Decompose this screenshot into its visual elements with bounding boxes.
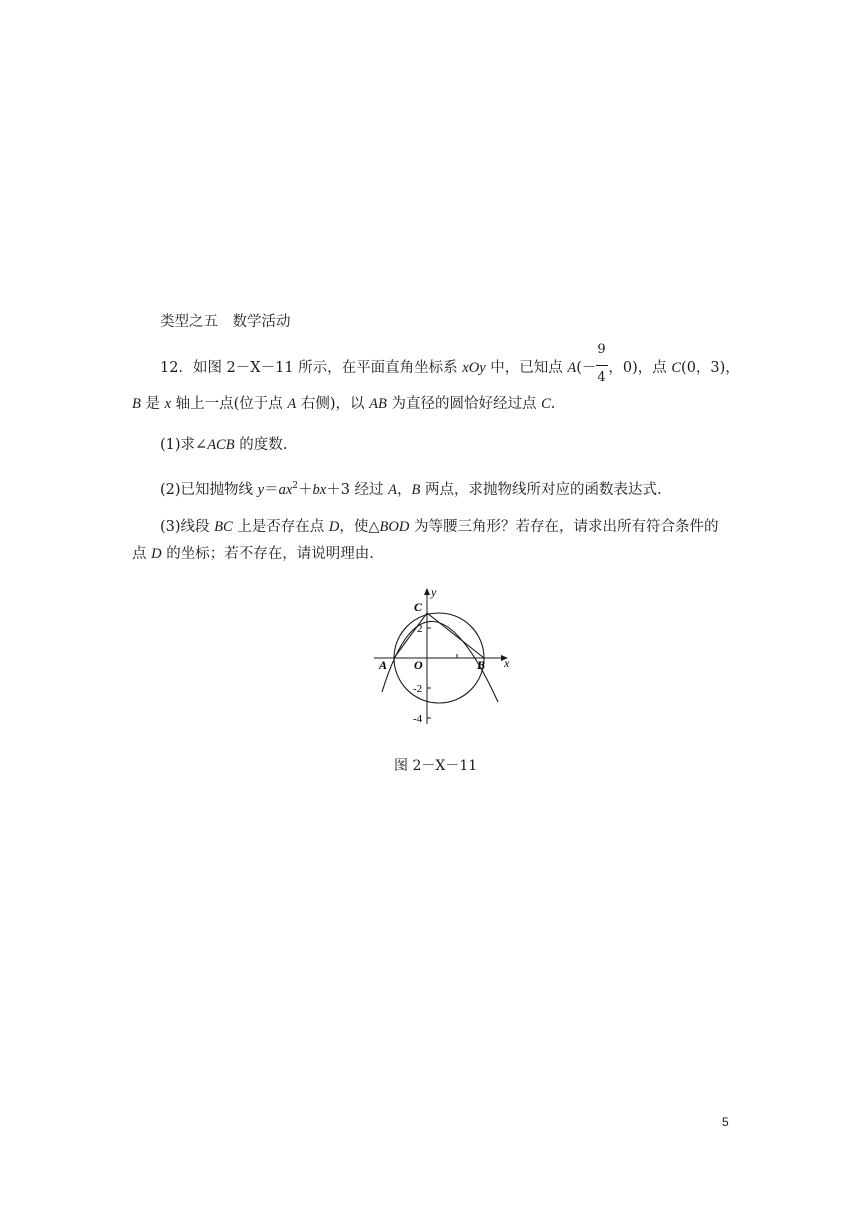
- question-1: (1)求∠ACB 的度数.: [160, 437, 288, 453]
- tick-label-neg4: -4: [413, 713, 423, 725]
- origin-label: O: [414, 658, 423, 672]
- question-3-line-2: 点 D 的坐标；若不存在，请说明理由.: [132, 546, 374, 562]
- x-axis-label: x: [504, 656, 510, 670]
- problem-line-1: 12．如图 2－X－11 所示，在平面直角坐标系 xOy 中，已知点 A(－ $\frac{9}{4}$ ，0)，点 C(0，3)，: [160, 342, 740, 385]
- question-3-line-1: (3)线段 BC 上是否存在点 D，使△BOD 为等腰三角形？若存在，请求出所有符合条件的: [160, 519, 719, 535]
- point-a-label: A: [379, 658, 388, 672]
- section-title: 类型之五 数学活动: [160, 314, 291, 330]
- tick-label-2: 2: [417, 623, 423, 635]
- y-axis-label: y: [431, 585, 437, 599]
- figure-caption: 图 2－X－11: [394, 758, 478, 774]
- fraction-nine-quarters: $\frac{9}{4}$: [596, 358, 608, 378]
- problem-line-2: B 是 x 轴上一点(位于点 A 右侧)，以 AB 为直径的圆恰好经过点 C.: [132, 396, 556, 412]
- point-c-label: C: [414, 600, 423, 614]
- y-axis-arrow-icon: [424, 588, 430, 595]
- point-b-label: B: [477, 658, 486, 672]
- tick-label-neg2: -2: [413, 683, 423, 695]
- question-2: (2)已知抛物线 $y=ax^2+bx+3$ 经过 A，B 两点，求抛物线所对应的函数表达式.: [160, 481, 662, 498]
- page-number: 5: [722, 1115, 729, 1129]
- coordinate-figure: [370, 584, 520, 726]
